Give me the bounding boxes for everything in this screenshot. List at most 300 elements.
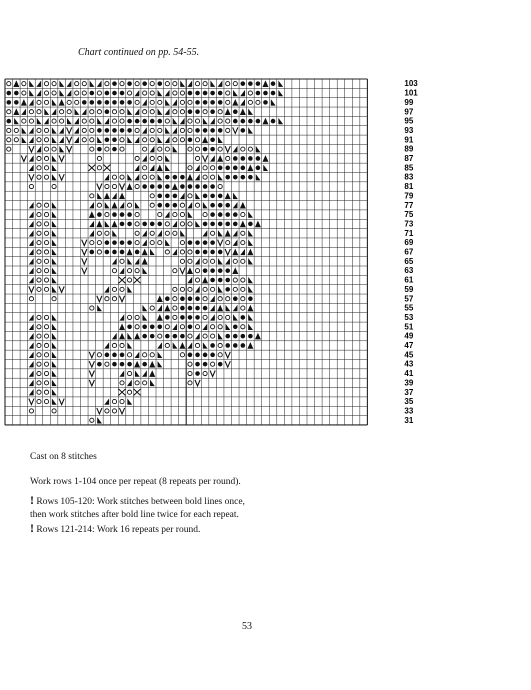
row-number: 97 (404, 107, 414, 117)
rows-105-120-line2: then work stitches after bold line twice for each repeat. (30, 509, 239, 520)
double-decrease-mark (225, 230, 231, 237)
slip-mark (29, 286, 34, 292)
ssk-mark (127, 286, 132, 292)
yarn-over-mark (90, 128, 94, 132)
bobble-mark (105, 128, 110, 133)
bobble-mark (263, 91, 268, 96)
k2tog-mark (135, 352, 140, 358)
row-number: 57 (404, 294, 414, 304)
ssk-mark (218, 258, 223, 264)
slip-mark (119, 296, 124, 302)
ssk-mark (248, 277, 253, 283)
ssk-mark (52, 155, 57, 161)
yarn-over-mark (135, 128, 139, 132)
bobble-mark (241, 166, 246, 171)
slip-mark (59, 399, 64, 405)
yarn-over-mark (218, 119, 222, 123)
double-decrease-mark (247, 249, 253, 256)
yarn-over-mark (82, 119, 86, 123)
k2tog-mark (89, 221, 94, 227)
yarn-over-mark (44, 325, 48, 329)
double-decrease-mark (225, 193, 231, 200)
yarn-over-mark (211, 287, 215, 291)
k2tog-mark (74, 118, 79, 124)
k2tog-mark (29, 239, 34, 245)
ssk-mark (127, 398, 132, 404)
yarn-over-mark (143, 91, 147, 95)
ssk-mark (233, 314, 238, 320)
k2tog-mark (29, 324, 34, 330)
double-decrease-mark (232, 249, 238, 256)
ssk-mark (90, 80, 95, 86)
bobble-mark (241, 156, 246, 161)
ssk-mark (158, 352, 163, 358)
bobble-mark (210, 184, 215, 189)
bobble-mark (195, 91, 200, 96)
yarn-over-mark (29, 409, 33, 413)
yarn-over-mark (44, 166, 48, 170)
row-number: 63 (404, 266, 414, 276)
yarn-over-mark (135, 315, 139, 319)
bobble-mark (195, 100, 200, 105)
yarn-over-mark (143, 175, 147, 179)
slip-mark (82, 240, 87, 246)
yarn-over-mark (75, 100, 79, 104)
row-number: 43 (404, 359, 414, 369)
yarn-over-mark (218, 297, 222, 301)
yarn-over-mark (165, 82, 169, 86)
double-decrease-mark (13, 108, 19, 115)
yarn-over-mark (180, 222, 184, 226)
double-decrease-mark (119, 193, 125, 200)
k2tog-mark (112, 193, 117, 199)
ssk-mark (127, 342, 132, 348)
yarn-over-mark (7, 138, 11, 142)
bobble-mark (127, 222, 132, 227)
slip-mark (59, 286, 64, 292)
yarn-over-mark (112, 175, 116, 179)
ssk-mark (248, 211, 253, 217)
k2tog-mark (127, 380, 132, 386)
ssk-mark (248, 258, 253, 264)
k2tog-mark (157, 305, 162, 311)
yarn-over-mark (218, 353, 222, 357)
k2tog-mark (210, 314, 215, 320)
ssk-mark (142, 305, 147, 311)
yarn-over-mark (127, 203, 131, 207)
double-decrease-mark (96, 221, 102, 228)
row-number: 101 (404, 88, 418, 98)
bobble-mark (263, 100, 268, 105)
row-number: 103 (404, 79, 418, 89)
yarn-over-mark (37, 325, 41, 329)
yarn-over-mark (37, 100, 41, 104)
k2tog-mark (187, 80, 192, 86)
ssk-mark (165, 155, 170, 161)
bobble-mark (150, 119, 155, 124)
yarn-over-mark (195, 203, 199, 207)
bobble-mark (225, 175, 230, 180)
ssk-mark (233, 90, 238, 96)
bobble-mark (142, 334, 147, 339)
yarn-over-mark (120, 119, 124, 123)
yarn-over-mark (150, 241, 154, 245)
double-decrease-mark (202, 136, 208, 143)
k2tog-mark (104, 286, 109, 292)
k2tog-mark (225, 258, 230, 264)
yarn-over-mark (180, 250, 184, 254)
k2tog-mark (82, 109, 87, 115)
yarn-over-mark (188, 250, 192, 254)
bobble-mark (150, 222, 155, 227)
slip-mark (97, 296, 102, 302)
bobble-mark (157, 324, 162, 329)
yarn-over-mark (90, 241, 94, 245)
yarn-over-mark (158, 334, 162, 338)
bobble-mark (203, 147, 208, 152)
k2tog-mark (187, 202, 192, 208)
yarn-over-mark (37, 399, 41, 403)
bobble-mark (173, 175, 178, 180)
bobble-mark (105, 91, 110, 96)
bobble-mark (150, 184, 155, 189)
yarn-over-mark (143, 147, 147, 151)
yarn-over-mark (135, 222, 139, 226)
yarn-over-mark (37, 334, 41, 338)
slip-mark (180, 268, 185, 274)
row-number: 53 (404, 312, 414, 322)
yarn-over-mark (233, 278, 237, 282)
row-number: 47 (404, 341, 414, 351)
k2tog-mark (202, 324, 207, 330)
exclamation-mark: ! (30, 493, 34, 507)
yarn-over-mark (90, 147, 94, 151)
k2tog-mark (142, 370, 147, 376)
yarn-over-mark (120, 82, 124, 86)
bobble-mark (256, 119, 261, 124)
bobble-mark (180, 334, 185, 339)
yarn-over-mark (52, 409, 56, 413)
yarn-over-mark (135, 381, 139, 385)
row-number: 61 (404, 275, 414, 285)
yarn-over-mark (150, 306, 154, 310)
bobble-mark (210, 91, 215, 96)
bobble-mark (188, 240, 193, 245)
yarn-over-mark (97, 250, 101, 254)
k2tog-mark (29, 389, 34, 395)
yarn-over-mark (195, 278, 199, 282)
bobble-mark (248, 156, 253, 161)
ssk-mark (203, 118, 208, 124)
yarn-over-mark (37, 212, 41, 216)
bobble-mark (173, 203, 178, 208)
bobble-mark (127, 240, 132, 245)
yarn-over-mark (150, 100, 154, 104)
yarn-over-mark (203, 334, 207, 338)
yarn-over-mark (158, 147, 162, 151)
yarn-over-mark (248, 100, 252, 104)
yarn-over-mark (143, 166, 147, 170)
row-number: 83 (404, 172, 414, 182)
bobble-mark (210, 278, 215, 283)
bobble-mark (195, 250, 200, 255)
k2tog-mark (233, 202, 238, 208)
yarn-over-mark (173, 306, 177, 310)
k2tog-mark (233, 239, 238, 245)
bobble-mark (241, 128, 246, 133)
yarn-over-mark (105, 82, 109, 86)
double-decrease-mark (255, 221, 261, 228)
yarn-over-mark (112, 184, 116, 188)
ssk-mark (158, 90, 163, 96)
yarn-over-mark (120, 175, 124, 179)
bobble-mark (195, 240, 200, 245)
yarn-over-mark (82, 91, 86, 95)
yarn-over-mark (241, 231, 245, 235)
yarn-over-mark (188, 194, 192, 198)
yarn-over-mark (44, 241, 48, 245)
ssk-mark (112, 230, 117, 236)
ssk-mark (173, 342, 178, 348)
double-decrease-mark (157, 165, 163, 172)
bobble-mark (210, 250, 215, 255)
k2tog-mark (29, 361, 34, 367)
bobble-mark (225, 222, 230, 227)
k2tog-mark (180, 118, 185, 124)
yarn-over-mark (7, 110, 11, 114)
bobble-mark (225, 268, 230, 273)
bobble-mark (97, 100, 102, 105)
ssk-mark (278, 90, 283, 96)
ssk-mark (150, 249, 155, 255)
k2tog-mark (135, 165, 140, 171)
yarn-over-mark (173, 231, 177, 235)
bobble-mark (188, 315, 193, 320)
bobble-mark (14, 100, 19, 105)
ssk-mark (52, 333, 57, 339)
yarn-over-mark (188, 222, 192, 226)
bobble-mark (105, 240, 110, 245)
yarn-over-mark (173, 287, 177, 291)
k2tog-mark (51, 109, 56, 115)
bobble-mark (225, 203, 230, 208)
bobble-mark (233, 343, 238, 348)
ssk-mark (278, 80, 283, 86)
yarn-over-mark (22, 91, 26, 95)
bobble-mark (6, 100, 11, 105)
slip-mark (119, 184, 124, 190)
ssk-mark (278, 118, 283, 124)
k2tog-mark (218, 80, 223, 86)
yarn-over-mark (90, 418, 94, 422)
ssk-mark (158, 137, 163, 143)
ssk-mark (29, 80, 34, 86)
yarn-over-mark (180, 325, 184, 329)
ssk-mark (14, 118, 19, 124)
k2tog-mark (195, 258, 200, 264)
ssk-mark (52, 314, 57, 320)
yarn-over-mark (22, 82, 26, 86)
k2tog-mark (142, 230, 147, 236)
bobble-mark (150, 334, 155, 339)
bobble-mark (218, 128, 223, 133)
slip-mark (82, 258, 87, 264)
ssk-mark (127, 137, 132, 143)
yarn-over-mark (44, 231, 48, 235)
k2tog-mark (195, 165, 200, 171)
slip-mark (225, 352, 230, 358)
double-decrease-mark (262, 118, 268, 125)
yarn-over-mark (52, 119, 56, 123)
ssk-mark (22, 127, 27, 133)
yarn-over-mark (44, 390, 48, 394)
yarn-over-mark (256, 100, 260, 104)
k2tog-mark (74, 127, 79, 133)
row-number: 39 (404, 378, 414, 388)
yarn-over-mark (67, 100, 71, 104)
row-number: 85 (404, 163, 414, 173)
row-number: 41 (404, 369, 414, 379)
yarn-over-mark (226, 128, 230, 132)
bobble-mark (127, 128, 132, 133)
k2tog-mark (210, 305, 215, 311)
rows-1-104-note: Work rows 1-104 once per repeat (8 repeats per round). (30, 477, 241, 487)
k2tog-mark (67, 90, 72, 96)
bobble-mark (210, 268, 215, 273)
ssk-mark (271, 99, 276, 105)
yarn-over-mark (180, 128, 184, 132)
bobble-mark (203, 268, 208, 273)
k2tog-mark (29, 127, 34, 133)
bobble-mark (210, 240, 215, 245)
bobble-mark (112, 137, 117, 142)
ssk-mark (37, 118, 42, 124)
row-number: 37 (404, 387, 414, 397)
yarn-over-mark (241, 287, 245, 291)
yarn-over-mark (7, 82, 11, 86)
double-decrease-mark (134, 361, 140, 368)
yarn-over-mark (180, 241, 184, 245)
yarn-over-mark (90, 138, 94, 142)
ssk-mark (97, 193, 102, 199)
yarn-over-mark (44, 399, 48, 403)
k2tog-mark (157, 230, 162, 236)
yarn-over-mark (203, 175, 207, 179)
yarn-over-mark (211, 175, 215, 179)
k2tog-mark (195, 286, 200, 292)
bobble-mark (112, 212, 117, 217)
ssk-mark (52, 277, 57, 283)
yarn-over-mark (90, 119, 94, 123)
yarn-over-mark (241, 241, 245, 245)
slip-mark (195, 380, 200, 386)
bobble-mark (97, 362, 102, 367)
bobble-mark (112, 353, 117, 358)
yarn-over-mark (127, 278, 131, 282)
yarn-over-mark (233, 287, 237, 291)
double-decrease-mark (232, 99, 238, 106)
slip-mark (67, 127, 72, 133)
yarn-over-mark (158, 128, 162, 132)
yarn-over-mark (44, 100, 48, 104)
k2tog-mark (233, 305, 238, 311)
rows-121-214-note (30, 521, 200, 536)
k2tog-mark (29, 352, 34, 358)
yarn-over-mark (120, 138, 124, 142)
k2tog-mark (29, 202, 34, 208)
yarn-over-mark (218, 147, 222, 151)
cable-cross-mark (88, 165, 95, 171)
yarn-over-mark (37, 259, 41, 263)
yarn-over-mark (120, 259, 124, 263)
yarn-over-mark (143, 381, 147, 385)
bobble-mark (120, 100, 125, 105)
row-number: 77 (404, 200, 414, 210)
bobble-mark (225, 334, 230, 339)
double-decrease-mark (21, 99, 27, 106)
double-decrease-mark (111, 221, 117, 228)
bobble-mark (165, 203, 170, 208)
yarn-over-mark (165, 222, 169, 226)
double-decrease-mark (104, 193, 110, 200)
yarn-over-mark (150, 194, 154, 198)
bobble-mark (142, 222, 147, 227)
slip-mark (119, 408, 124, 414)
bobble-mark (248, 119, 253, 124)
yarn-over-mark (165, 343, 169, 347)
bobble-mark (218, 278, 223, 283)
bobble-mark (233, 212, 238, 217)
yarn-over-mark (218, 315, 222, 319)
yarn-over-mark (105, 409, 109, 413)
double-decrease-mark (142, 258, 148, 265)
ssk-mark (165, 127, 170, 133)
ssk-mark (52, 239, 57, 245)
ssk-mark (52, 127, 57, 133)
yarn-over-mark (173, 315, 177, 319)
yarn-over-mark (158, 100, 162, 104)
yarn-over-mark (97, 231, 101, 235)
bobble-mark (82, 100, 87, 105)
yarn-over-mark (44, 138, 48, 142)
ssk-mark (248, 286, 253, 292)
bobble-mark (241, 315, 246, 320)
ssk-mark (59, 90, 64, 96)
k2tog-mark (180, 193, 185, 199)
k2tog-mark (150, 146, 155, 152)
yarn-over-mark (112, 343, 116, 347)
bobble-mark (135, 119, 140, 124)
k2tog-mark (157, 342, 162, 348)
ssk-mark (22, 137, 27, 143)
yarn-over-mark (44, 371, 48, 375)
yarn-over-mark (188, 259, 192, 263)
ssk-mark (59, 146, 64, 152)
ssk-mark (233, 193, 238, 199)
ssk-mark (248, 314, 253, 320)
yarn-over-mark (165, 147, 169, 151)
chart-continued-caption: Chart continued on pp. 54-55. (78, 47, 200, 58)
bobble-mark (210, 109, 215, 114)
yarn-over-mark (226, 241, 230, 245)
yarn-over-mark (150, 128, 154, 132)
bobble-mark (233, 334, 238, 339)
yarn-over-mark (22, 119, 26, 123)
yarn-over-mark (120, 381, 124, 385)
bobble-mark (233, 109, 238, 114)
rows-121-214-text: Rows 121-214: Work 16 repeats per round. (36, 525, 201, 535)
k2tog-mark (29, 314, 34, 320)
